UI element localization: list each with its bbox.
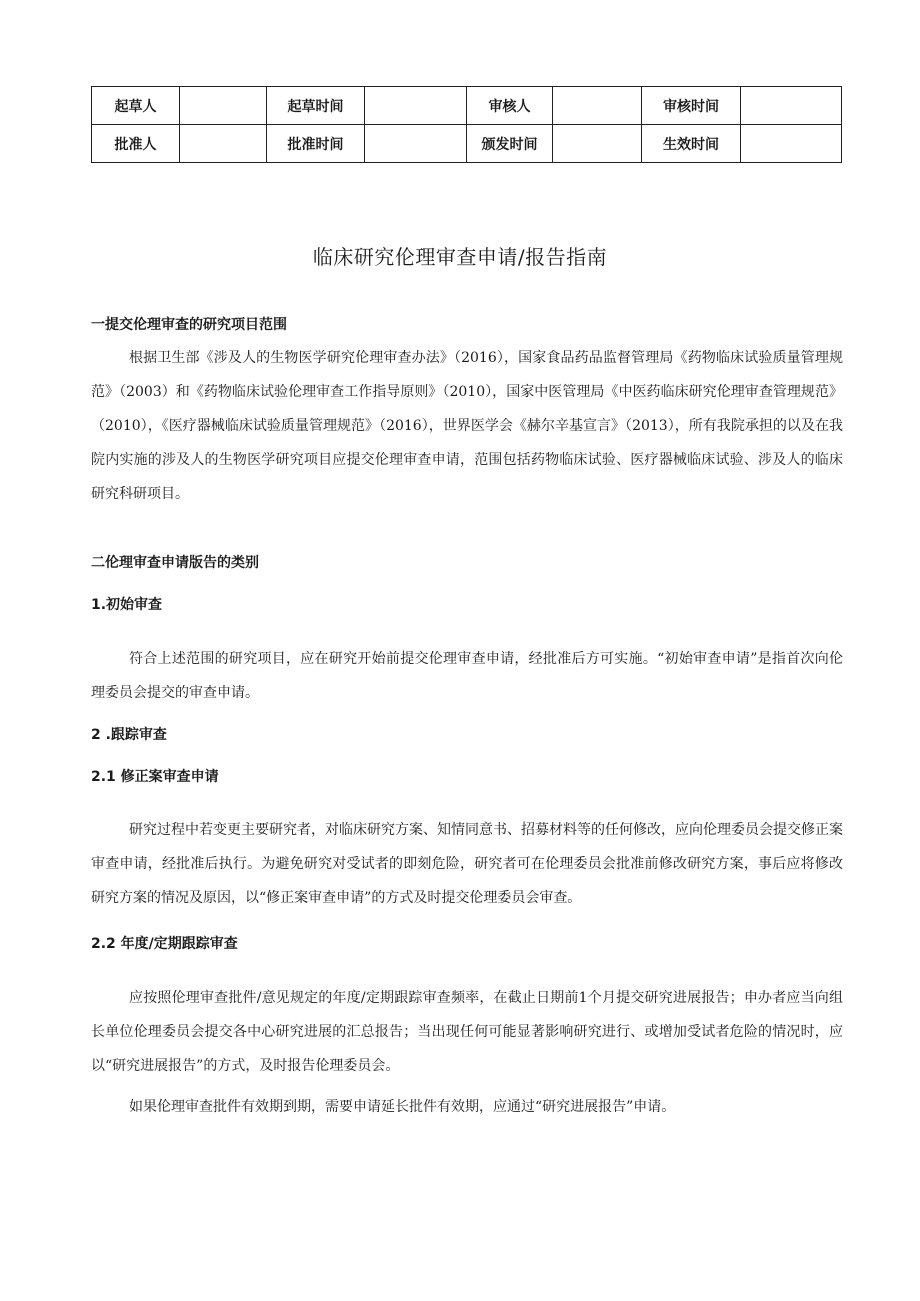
label-review-time: 审核时间 <box>642 87 741 125</box>
table-row <box>92 125 842 163</box>
label-issue-time: 颁发时间 <box>467 125 553 163</box>
document-control-table <box>91 86 842 163</box>
section-2-1-paragraph: 符合上述范围的研究项目，应在研究开始前提交伦理审查申请，经批准后方可实施。“初始审查申请”是指首次向伦理委员会提交的审查申请。 <box>91 651 843 701</box>
label-approval-time: 批准时间 <box>267 125 365 163</box>
section-2-1-heading: 1.初始审查 <box>91 597 163 613</box>
value-review-time <box>741 87 842 125</box>
value-drafter <box>180 87 267 125</box>
section-2-heading: 二伦理审查申请版告的类别 <box>91 555 259 571</box>
section-2-2-2-heading: 2.2 年度/定期跟踪审查 <box>91 936 238 952</box>
table-row <box>92 87 842 125</box>
value-reviewer <box>553 87 642 125</box>
section-1-heading: 一提交伦理审查的研究项目范围 <box>91 317 287 333</box>
section-2-2-heading: 2 .跟踪审查 <box>91 727 167 743</box>
section-2-2-2-paragraph-1: 应按照伦理审查批件/意见规定的年度/定期跟踪审查频率，在截止日期前1个月提交研究进展报告；申办者应当向组长单位伦理委员会提交各中心研究进展的汇总报告；当出现任何可能显著影响研究进行、或增加受试者危险的情况时，应以“研究进展报告”的方式，及时报告伦理委员会。 <box>91 990 843 1074</box>
value-approver <box>180 125 267 163</box>
label-effective-time: 生效时间 <box>642 125 741 163</box>
section-2-2-2-paragraph-2: 如果伦理审查批件有效期到期，需要申请延长批件有效期，应通过“研究进展报告”申请。 <box>129 1099 676 1115</box>
label-drafter: 起草人 <box>92 87 180 125</box>
section-2-2-1-heading: 2.1 修正案审查申请 <box>91 769 219 785</box>
document-title: 临床研究伦理审查申请/报告指南 <box>312 245 608 269</box>
label-reviewer: 审核人 <box>467 87 553 125</box>
label-draft-time: 起草时间 <box>267 87 365 125</box>
value-approval-time <box>365 125 467 163</box>
section-1-paragraph: 根据卫生部《涉及人的生物医学研究伦理审查办法》（2016），国家食品药品监督管理局《药物临床试验质量管理规范》（2003）和《药物临床试验伦理审查工作指导原则》（2010），国家中医管理局《中医药临床研究伦理审查管理规范》（2010），《医疗器械临床试验质量管理规范》（2016），世界医学会《赫尔辛基宣言》（2013），所有我院承担的以及在我院内实施的涉及人的生物医学研究项目应提交伦理审查申请，范围包括药物临床试验、医疗器械临床试验、涉及人的临床研究科研项目。 <box>91 350 843 502</box>
section-2-2-1-paragraph: 研究过程中若变更主要研究者，对临床研究方案、知情同意书、招募材料等的任何修改，应向伦理委员会提交修正案审查申请，经批准后执行。为避免研究对受试者的即刻危险，研究者可在伦理委员会批准前修改研究方案，事后应将修改研究方案的情况及原因，以“修正案审查申请”的方式及时提交伦理委员会审查。 <box>91 822 843 906</box>
value-issue-time <box>553 125 642 163</box>
value-draft-time <box>365 87 467 125</box>
value-effective-time <box>741 125 842 163</box>
label-approver: 批准人 <box>92 125 180 163</box>
